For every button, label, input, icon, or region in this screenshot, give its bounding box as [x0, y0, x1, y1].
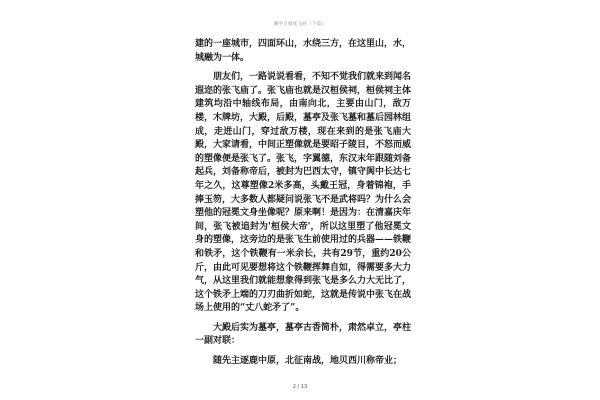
document-body — [195, 38, 411, 369]
document-header-title: 湘中古城张飞庙（下篇） — [273, 22, 327, 27]
paragraph-tomb-pavilion: 大殿后实为墓亭，墓亭古香简朴，肃然卓立，亭柱一副对联： — [195, 322, 412, 347]
paragraph-zhangfei-temple: 朋友们，一路说说看看，不知不觉我们就来到闻名遐迩的张飞庙了。张飞庙也就是汉桓侯祠，桓侯祠主体建筑均沿中轴线布局，由南向北，主要由山门，敌万楼，木牌坊，大殿，后殿，墓亭及张飞墓和墓后园林组成，走进山门，穿过敌万楼，现在来到的是张飞庙大殿，大家请看，中间正塑像就是要昭子陵目，不怒而威的塑像便是张飞了。张飞，字翼德，东汉末年跟随刘备起兵，刘备称帝后，被封为巴西太守，镇守阆中长达七年之久，这尊塑像2米多高，头戴王冠，身着锦袍，手捧玉笏，大多数人都疑问说张飞不是武将吗？为什么会塑他的冠冕文身坐像呢？原来啊！是因为：在清嘉庆年间，张飞被追封为'桓侯大帝'，所以这里塑了他冠冕文身的塑像，这旁边的是张飞生前使用过的兵器——铁鞭和铁矛，这个铁鞭有一米余长，共有29节，重约20公斤，由此可见要想将这个铁鞭挥舞自如，得需要多大力气，从这里我们就能想象得到张飞是多么力大无比了，这个铁矛上端的刀刃曲折如蛇，这就是传说中张飞在战场上使用的“丈八蛇矛了”。 — [195, 72, 412, 314]
paragraph-city-continuation: 建的一座城市，四面环山，水绕三方，在这里山，水，城融为一体。 — [195, 39, 412, 63]
paragraph-couplet-line: 随先主逐鹿中原，北征南战，地贝西川称帝业； — [213, 356, 403, 367]
page-number: 2 / 13 — [292, 384, 308, 390]
